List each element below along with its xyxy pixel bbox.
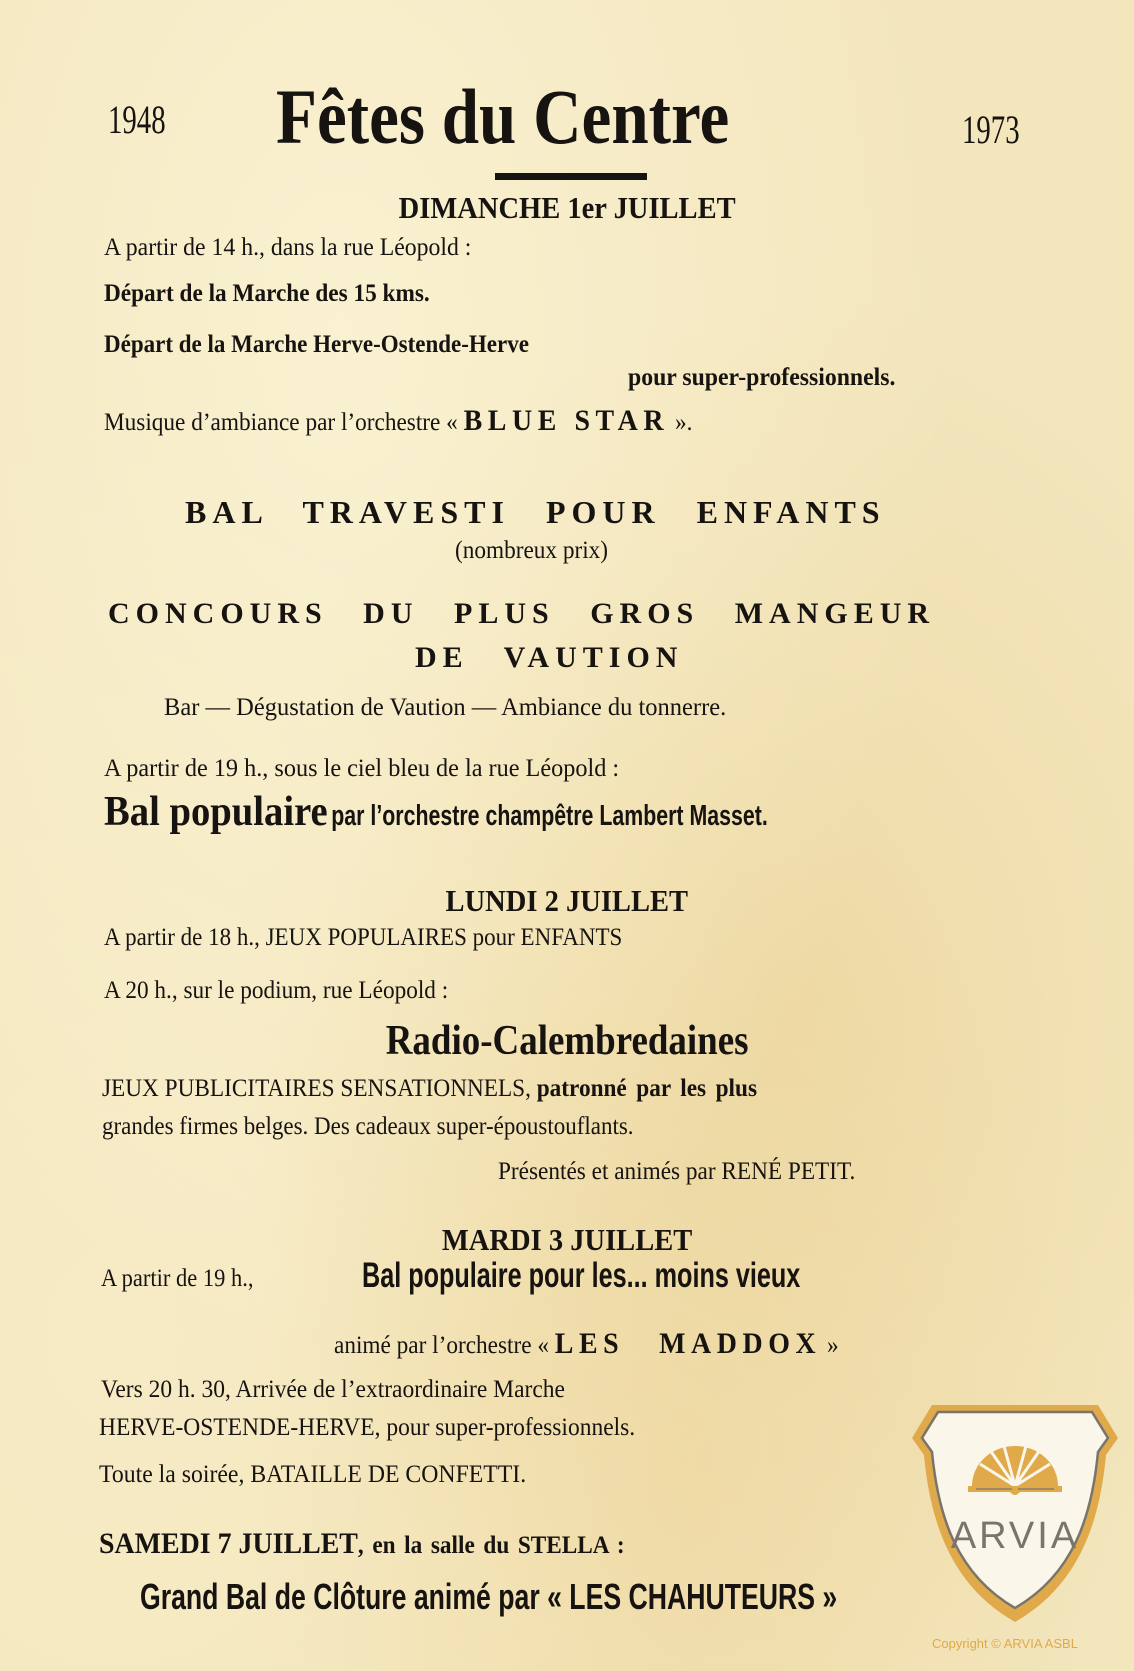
sunday-line-2-text: Départ de la Marche des 15 kms.: [104, 280, 430, 307]
bar-line: [164, 694, 738, 722]
shield-inner: [922, 1412, 1108, 1608]
sunday-line-3: [104, 331, 566, 359]
music-prefix: Musique d’ambiance par l’orchestre «: [104, 409, 458, 436]
presenter-prefix: Présentés et animés par: [498, 1158, 716, 1185]
tuesday-line-4: [99, 1414, 669, 1442]
sunday-heading: [0, 190, 1134, 226]
bal-populaire-line: [104, 788, 944, 836]
concours-heading-line-1: [108, 597, 935, 631]
sunday-line-1-text: A partir de 14 h., dans la rue Léopold :: [104, 234, 472, 261]
monday-line-1: [104, 924, 667, 952]
tuesday-orchestra-prefix: animé par l’orchestre «: [334, 1332, 549, 1359]
monday-heading: [0, 883, 1134, 919]
saturday-line: [99, 1527, 664, 1561]
saturday-heading: SAMEDI 7 JUILLET: [99, 1527, 358, 1560]
poster-title-text: Fêtes du Centre: [276, 73, 730, 160]
tuesday-heading-text: MARDI 3 JUILLET: [441, 1222, 693, 1257]
monday-line-2-text: A 20 h., sur le podium, rue Léopold :: [104, 977, 449, 1004]
monday-line-3-rest: patronné par les plus: [536, 1075, 758, 1102]
monday-line-3: [102, 1075, 806, 1103]
music-band-name: BLUE STAR: [463, 404, 670, 437]
monday-line-4: [102, 1113, 680, 1141]
sunday-line-4-text: pour super-professionnels.: [628, 364, 896, 391]
tuesday-bal-text: Bal populaire pour les... moins vieux: [362, 1256, 801, 1295]
monday-line-5-text: [498, 1158, 855, 1186]
saturday-venue: , en la salle du STELLA :: [357, 1532, 625, 1559]
tuesday-orchestra-suffix: »: [827, 1332, 839, 1359]
year-end-text: 1973: [962, 107, 1020, 152]
sunday-line-4: [628, 364, 910, 392]
closing-ball-text: Grand Bal de Clôture animé par « LES CHAHUTEURS »: [140, 1576, 838, 1617]
monday-line-3-caps: JEUX PUBLICITAIRES SENSATIONNELS,: [102, 1075, 531, 1102]
monday-line-5: [498, 1158, 882, 1186]
tuesday-bal-line: [362, 1256, 971, 1296]
monday-line-1-text: A partir de 18 h., JEUX POPULAIRES pour ENFANTS: [104, 924, 623, 951]
bal-populaire-text: [104, 788, 877, 836]
tuesday-line-2-text: [334, 1327, 839, 1361]
bal-travesti-heading: [185, 494, 886, 531]
sunday-evening-line: [104, 755, 635, 783]
bal-travesti-text: BAL TRAVESTI POUR ENFANTS: [185, 494, 886, 530]
copyright-notice: [932, 1636, 1078, 1651]
title-underline: [495, 173, 647, 180]
bar-line-text: Bar — Dégustation de Vaution — Ambiance du tonnerre.: [164, 694, 727, 721]
arvia-logo: [910, 1400, 1120, 1625]
year-start: [108, 96, 188, 143]
concours-line-2-text: DE VAUTION: [415, 641, 684, 674]
concours-line-1-text: CONCOURS DU PLUS GROS MANGEUR: [108, 597, 936, 630]
tuesday-line-5-text: Toute la soirée, BATAILLE DE CONFETTI.: [99, 1461, 527, 1488]
copyright-text: Copyright © ARVIA ASBL: [932, 1636, 1078, 1651]
tuesday-line-3-text: Vers 20 h. 30, Arrivée de l’extraordinaire Marche: [101, 1376, 565, 1403]
monday-line-2: [104, 977, 474, 1005]
radio-calembredaines-text: Radio-Calembredaines: [385, 1018, 749, 1064]
music-suffix: ».: [674, 409, 693, 436]
presenter-name: RENÉ PETIT.: [721, 1158, 856, 1185]
tuesday-line-5: [99, 1461, 549, 1489]
radio-calembredaines-title: [0, 1017, 1134, 1065]
sunday-music-line: [104, 404, 737, 438]
sunday-music-text: [104, 404, 692, 438]
bal-populaire-rest: par l’orchestre champêtre Lambert Masset.: [331, 800, 768, 832]
monday-line-4-text: grandes firmes belges. Des cadeaux super-époustouflants.: [102, 1113, 634, 1140]
tuesday-line-1-prefix: A partir de 19 h.,: [101, 1265, 254, 1292]
bal-populaire-big: Bal populaire: [104, 789, 328, 835]
monday-line-3-text: [102, 1075, 757, 1103]
sunday-heading-text: DIMANCHE 1er JUILLET: [398, 190, 736, 225]
concours-heading-line-2: [415, 641, 683, 675]
tuesday-line-1: [101, 1265, 270, 1293]
sunday-line-3-text: Départ de la Marche Herve-Ostende-Herve: [104, 331, 529, 358]
prizes-note-text: (nombreux prix): [455, 537, 609, 564]
maddox-band-name: LES MADDOX: [554, 1327, 822, 1360]
poster-title: [276, 72, 803, 162]
monday-heading-text: LUNDI 2 JUILLET: [445, 883, 689, 918]
sunday-evening-text: A partir de 19 h., sous le ciel bleu de la rue Léopold :: [104, 755, 620, 782]
tuesday-heading: [0, 1222, 1134, 1258]
year-start-text: 1948: [108, 97, 166, 142]
tuesday-line-4-text: HERVE-OSTENDE-HERVE, pour super-professionnels.: [99, 1414, 636, 1441]
sunday-line-1: [104, 234, 491, 262]
tuesday-line-3: [101, 1376, 595, 1404]
sunday-line-2: [104, 280, 454, 308]
saturday-line-text: [99, 1527, 625, 1561]
tuesday-line-2: [334, 1327, 877, 1361]
prizes-note: [455, 537, 620, 565]
arvia-logo-text: ARVIA: [950, 1515, 1080, 1557]
year-end: [962, 106, 1042, 153]
